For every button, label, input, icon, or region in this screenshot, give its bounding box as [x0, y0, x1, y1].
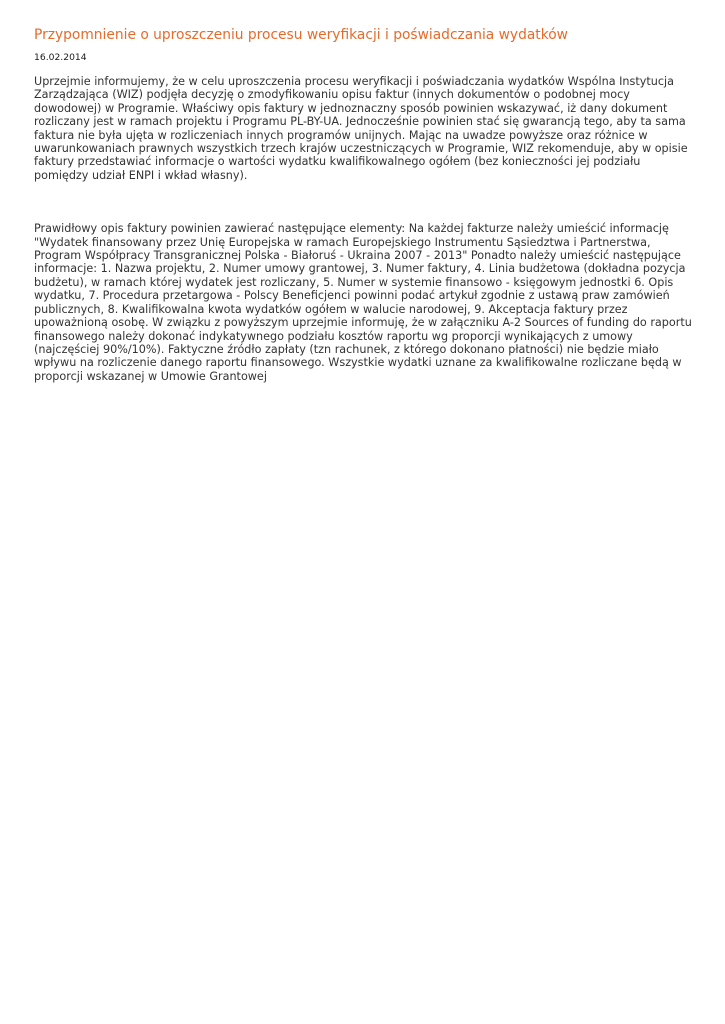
document-page	[34, 0, 694, 383]
publication-date: 16.02.2014	[34, 52, 87, 63]
body-paragraph-1: Uprzejmie informujemy, że w celu uproszczenia procesu weryfikacji i poświadczania wydatków Wspólna Instytucja Zarządzająca (WIZ) podjęła decyzję o zmodyfikowaniu opisu faktur (innych dokumentów o podobnej mocy dowodowej) w Programie. Właściwy opis faktury w jednoznaczny sposób powinien wskazywać, iż dany dokument rozliczany jest w ramach projektu i Programu PL-BY-UA. Jednocześnie powinien stać się gwarancją tego, aby ta sama faktura nie była ujęta w rozliczeniach innych programów unijnych. Mając na uwadze powyższe oraz różnice w uwarunkowaniach prawnych wszystkich trzech krajów uczestniczących w Programie, WIZ rekomenduje, aby w opisie faktury przedstawiać informacje o wartości wydatku kwalifikowalnego ogółem (bez konieczności jej podziału pomiędzy udział ENPI i wkład własny).	[34, 75, 688, 182]
body-paragraph-2: Prawidłowy opis faktury powinien zawierać następujące elementy: Na każdej fakturze należy umieścić informację "Wydatek finansowany przez Unię Europejska w ramach Europejskiego Instrumentu Sąsiedztwa i Partnerstwa, Program Współpracy Transgranicznej Polska - Białoruś - Ukraina 2007 - 2013" Ponadto należy umieścić następujące informacje: 1. Nazwa projektu, 2. Numer umowy grantowej, 3. Numer faktury, 4. Linia budżetowa (dokładna pozycja budżetu), w ramach której wydatek jest rozliczany, 5. Numer w systemie finansowo - księgowym jednostki 6. Opis wydatku, 7. Procedura przetargowa - Polscy Beneficjenci powinni podać artykuł zgodnie z ustawą praw zamówień publicznych, 8. Kwalifikowalna kwota wydatków ogółem w walucie narodowej, 9. Akceptacja faktury przez upoważnioną osobę. W związku z powyższym uprzejmie informuję, że w załączniku A-2 Sources of funding do raportu finansowego należy dokonać indykatywnego podziału kosztów raportu wg proporcji wynikających z umowy (najczęściej 90%/10%). Faktyczne źródło zapłaty (tzn rachunek, z którego dokonano płatności) nie będzie miało wpływu na rozliczenie danego raportu finansowego. Wszystkie wydatki uznane za kwalifikowalne rozliczane będą w proporcji wskazanej w Umowie Grantowej	[34, 222, 692, 383]
page-title: Przypomnienie o uproszczeniu procesu weryfikacji i poświadczania wydatków	[34, 27, 568, 43]
